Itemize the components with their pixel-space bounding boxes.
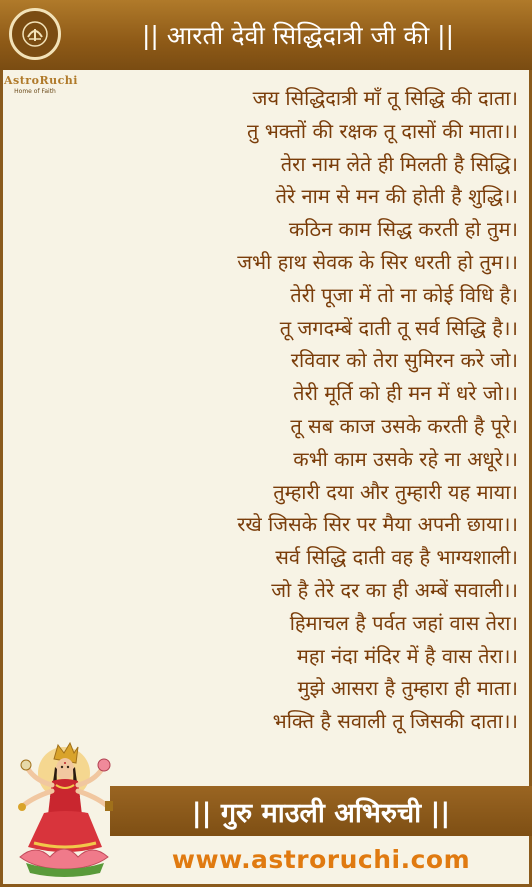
header-banner [0,0,532,70]
aarti-lyrics [98,82,518,738]
logo-tagline: Home of Faith [14,88,56,95]
lyric-line: तु भक्तों की रक्षक तू दासों की माता।। [246,118,518,143]
lyric-line: जो है तेरे दर का ही अम्बें सवाली।। [271,577,518,602]
logo-emblem-icon [9,8,61,60]
lyric-line: रखे जिसके सिर पर मैया अपनी छाया।। [237,512,518,537]
lyric-line: जभी हाथ सेवक के सिर धरती हो तुम।। [237,249,518,274]
logo-name: AstroRuchi [4,74,78,87]
lyric-line: तुम्हारी दया और तुम्हारी यह माया। [273,479,518,504]
lyric-line: तेरी मूर्ति को ही मन में धरे जो।। [293,381,518,406]
goddess-siddhidatri-illustration [6,735,126,883]
lyric-line: मुझे आसरा है तुम्हारा ही माता। [297,676,518,701]
lyric-line: तेरे नाम से मन की होती है शुद्धि।। [275,184,518,209]
lyric-line: कभी काम उसके रहे ना अधूरे।। [293,446,518,471]
lyric-line: तू सब काज उसके करती है पूरे। [290,413,518,438]
page-title: || आरती देवी सिद्धिदात्री जी की || [141,21,455,50]
website-link[interactable]: www.astroruchi.com [171,845,471,874]
brand-logo[interactable] [4,4,78,104]
lyric-line: सर्व सिद्धि दाती वह है भाग्यशाली। [275,545,518,570]
lyric-line: कठिन काम सिद्ध करती हो तुम। [288,217,518,242]
lyric-line: भक्ति है सवाली तू जिसकी दाता।। [272,709,518,734]
lyric-line: जय सिद्धिदात्री माँ तू सिद्धि की दाता। [252,86,518,110]
blessing-banner: || गुरु माउली अभिरुची || [110,786,532,836]
lyric-line: महा नंदा मंदिर में है वास तेरा।। [296,643,518,668]
lyric-line: तेरी पूजा में तो ना कोई विधि है। [290,282,518,307]
lyric-line: तेरा नाम लेते ही मिलती है सिद्धि। [280,151,518,176]
lyric-line: हिमाचल है पर्वत जहां वास तेरा। [289,610,518,635]
lyric-line: तू जगदम्बें दाती तू सर्व सिद्धि है।। [279,315,518,340]
lyric-line: रविवार को तेरा सुमिरन करे जो। [290,348,518,373]
